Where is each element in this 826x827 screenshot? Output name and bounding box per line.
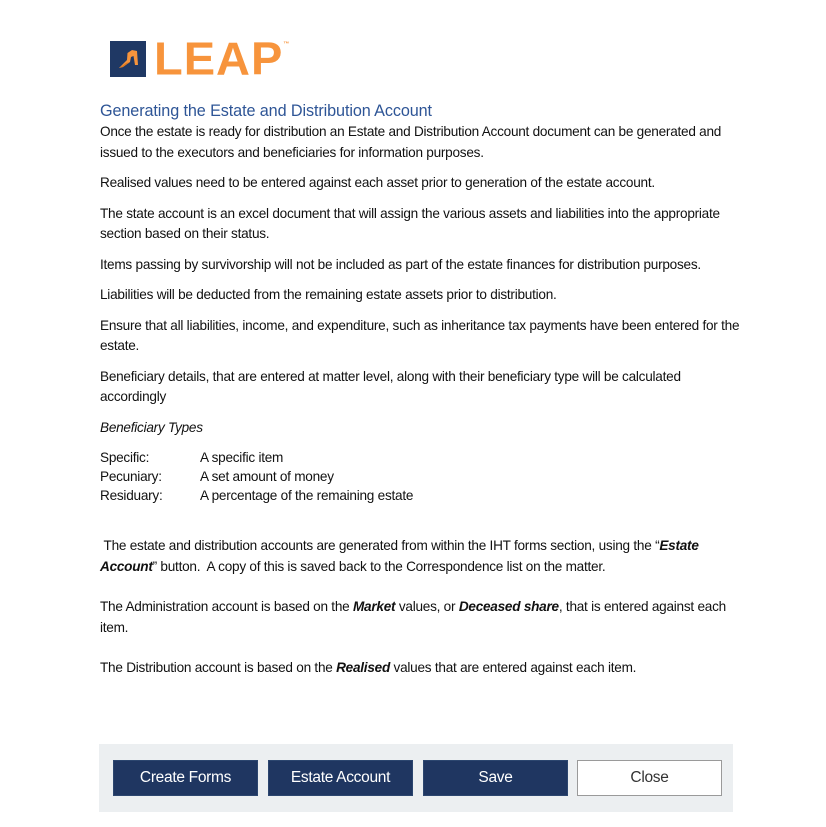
trademark-symbol: ™ — [283, 41, 291, 48]
paragraph-liabilities: Liabilities will be deducted from the remaining estate assets prior to distribution. — [100, 287, 557, 302]
paragraph-ensure: Ensure that all liabilities, income, and expenditure, such as inheritance tax payments have been entered for the estate. — [100, 317, 740, 353]
deceased-share-emphasis: Deceased share — [458, 599, 559, 614]
beneficiary-type-name: Pecuniary: — [100, 469, 162, 484]
paragraph-administration-account: The Administration account is based on the Market values, or Deceased share, that is entered against each item. — [100, 599, 726, 635]
paragraph-realised-values: Realised values need to be entered against each asset prior to generation of the estate account. — [100, 175, 655, 190]
beneficiary-type-row — [100, 448, 740, 467]
estate-account-emphasis: Estate Account — [100, 538, 702, 574]
paragraph-distribution-account: The Distribution account is based on the Realised values that are entered against each item. — [100, 660, 637, 675]
leap-runner-icon — [110, 41, 146, 77]
beneficiary-type-description: A set amount of money — [200, 469, 334, 484]
leap-logo — [110, 32, 291, 85]
document-body — [100, 100, 740, 679]
realised-emphasis: Realised — [336, 660, 391, 675]
market-emphasis: Market — [352, 599, 396, 614]
beneficiary-type-row — [100, 486, 740, 505]
beneficiary-types-list — [100, 448, 740, 505]
paragraph-excel-document: The state account is an excel document that will assign the various assets and liabilities into the appropriate section based on their status. — [100, 205, 720, 241]
close-button[interactable]: Close — [577, 760, 722, 796]
beneficiary-type-name: Specific: — [100, 450, 150, 465]
paragraph-survivorship: Items passing by survivorship will not be included as part of the estate finances for distribution purposes. — [100, 256, 701, 272]
beneficiary-type-row — [100, 467, 740, 486]
beneficiary-type-name: Residuary: — [100, 488, 163, 503]
beneficiary-types-title: Beneficiary Types — [100, 419, 203, 435]
save-button[interactable]: Save — [423, 760, 568, 796]
beneficiary-type-description: A specific item — [200, 450, 284, 465]
paragraph-beneficiary-details: Beneficiary details, that are entered at matter level, along with their beneficiary type will be calculated accordingly — [100, 368, 681, 404]
button-bar — [99, 744, 733, 812]
paragraph-intro: Once the estate is ready for distribution an Estate and Distribution Account document can be generated and issued to the executors and beneficiaries for information purposes. — [100, 124, 722, 160]
estate-account-button[interactable]: Estate Account — [268, 760, 413, 796]
create-forms-button[interactable]: Create Forms — [113, 760, 258, 796]
paragraph-estate-account: The estate and distribution accounts are generated from within the IHT forms section, using the “Estate Account” button. A copy of this is saved back to the Correspondence list on the matter. — [100, 538, 702, 574]
leap-wordmark: LEAP™ — [154, 32, 291, 85]
beneficiary-type-description: A percentage of the remaining estate — [200, 488, 414, 503]
page-title: Generating the Estate and Distribution Account — [100, 102, 432, 120]
